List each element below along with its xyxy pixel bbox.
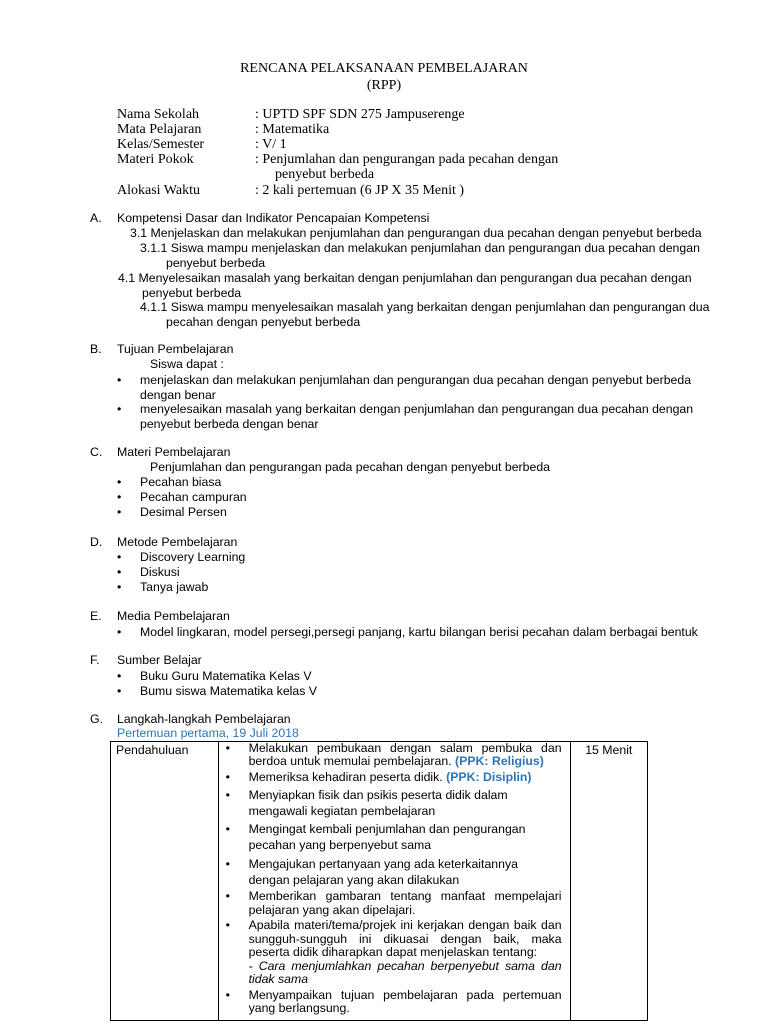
indicator-3-1-1-continued: penyebut berbeda [166,256,266,270]
identity-value-continued: penyebut berbeda [275,167,375,182]
section-f-heading [90,653,202,668]
objective-intro: Siswa dapat : [150,357,224,371]
list-item: • menyelesaikan masalah yang berkaitan dengan penjumlahan dan pengurangan dua pecahan dengan [117,402,694,416]
identity-label: Kelas/Semester [117,137,205,152]
list-item: • Memeriksa kehadiran peserta didik. (PPK: Disiplin) [225,770,532,785]
section-title: Kompetensi Dasar dan Indikator Pencapaian Kompetensi [117,211,430,225]
ppk-tag: (PPK: Disiplin) [446,770,532,785]
section-title: Langkah-langkah Pembelajaran [117,712,291,726]
indicator-4-1-1-continued: pecahan dengan penyebut berbeda [166,315,361,329]
material-intro: Penjumlahan dan pengurangan pada pecahan dengan penyebut berbeda [150,460,550,474]
list-item: • Apabila materi/tema/projek ini kerjakan dengan baik dan sungguh-sungguh ini dikuasai dengan baik, maka peserta didik diharapkan dapat menjelaskan tentang: - Cara menjumlahkan pecahan berpenyebut sama dan tidak sama [225,918,562,986]
phase-cell: Pendahuluan [111,742,219,1021]
activities-cell [218,742,570,1021]
section-e-heading [90,609,230,624]
list-item: • Discovery Learning [117,550,246,564]
list-item: • Memberikan gambaran tentang manfaat mempelajari pelajaran yang akan dipelajari. [225,889,562,917]
section-title: Materi Pembelajaran [117,445,231,459]
section-title: Media Pembelajaran [117,609,230,623]
identity-value: : 2 kali pertemuan (6 JP X 35 Menit ) [255,183,465,198]
section-title: Tujuan Pembelajaran [117,342,234,356]
identity-value: : Matematika [255,122,330,137]
section-letter: F. [90,653,100,667]
section-c-heading [90,445,230,460]
identity-label: Nama Sekolah [117,107,200,122]
section-g-heading [90,712,291,727]
section-d-heading [90,535,237,550]
list-item: • Buku Guru Matematika Kelas V [117,669,312,683]
duration-cell: 15 Menit [570,742,647,1021]
list-item: • Mengajukan pertanyaan yang ada keterkaitannya dengan pelajaran yang akan dilakukan [225,856,518,887]
section-a-heading [90,211,429,226]
list-item: • Tanya jawab [117,580,209,594]
kd-4-1: 4.1 Menyelesaikan masalah yang berkaitan dengan penjumlahan dan pengurangan dua pecahan dengan [118,271,692,285]
section-letter: A. [90,211,102,225]
document-subtitle: (RPP) [366,78,402,93]
section-letter: G. [90,712,103,726]
kd-4-1-continued: penyebut berbeda [142,286,242,300]
identity-value: : Penjumlahan dan pengurangan pada pecahan dengan [255,152,559,167]
identity-label: Alokasi Waktu [117,183,200,198]
learning-steps-table [110,741,648,1021]
list-item-continued: dengan benar [140,388,216,402]
list-item: • Model lingkaran, model persegi,persegi panjang, kartu bilangan berisi pecahan dalam berbagai bentuk [117,625,698,639]
document-title: RENCANA PELAKSANAAN PEMBELAJARAN [240,61,528,76]
list-item: • Menyampaikan tujuan pembelajaran pada pertemuan yang berlangsung. [225,987,562,1016]
table-row [111,742,648,1021]
section-letter: C. [90,445,103,459]
list-item: • Mengingat kembali penjumlahan dan pengurangan pecahan yang berpenyebut sama [225,822,526,853]
list-item: • Diskusi [117,565,180,579]
section-title: Sumber Belajar [117,653,202,667]
identity-value: : V/ 1 [255,137,287,152]
list-item: • Melakukan pembukaan dengan salam pembuka dan berdoa untuk memulai pembelajaran. (PPK: Religius) [225,741,562,769]
list-item: • Pecahan campuran [117,490,247,504]
list-item: • Desimal Persen [117,505,227,519]
kd-3-1: 3.1 Menjelaskan dan melakukan penjumlahan dan pengurangan dua pecahan dengan penyebut berbeda [130,226,702,240]
section-letter: E. [90,609,102,623]
list-item: • Menyiapkan fisik dan psikis peserta didik dalam mengawali kegiatan pembelajaran [225,788,508,818]
list-item: • Bumu siswa Matematika kelas V [117,684,318,698]
identity-value: : UPTD SPF SDN 275 Jampuserenge [255,107,465,122]
list-item: • menjelaskan dan melakukan penjumlahan dan pengurangan dua pecahan dengan penyebut berbeda [117,373,692,387]
section-b-heading [90,342,233,357]
section-letter: D. [90,535,103,549]
ppk-tag: (PPK: Religius) [455,754,544,769]
sub-item: - Cara menjumlahkan pecahan berpenyebut sama dan tidak sama [248,958,562,986]
list-item-continued: penyebut berbeda dengan benar [140,417,319,431]
indicator-4-1-1: 4.1.1 Siswa mampu menyelesaikan masalah yang berkaitan dengan penjumlahan dan pengurangan dua [140,300,710,314]
section-letter: B. [90,342,102,356]
indicator-3-1-1: 3.1.1 Siswa mampu menjelaskan dan melakukan penjumlahan dan pengurangan dua pecahan dengan [140,241,700,255]
identity-label: Materi Pokok [117,152,194,167]
identity-label: Mata Pelajaran [117,122,202,137]
meeting-date: Pertemuan pertama, 19 Juli 2018 [117,726,299,740]
list-item: • Pecahan biasa [117,475,222,489]
section-title: Metode Pembelajaran [117,535,238,549]
